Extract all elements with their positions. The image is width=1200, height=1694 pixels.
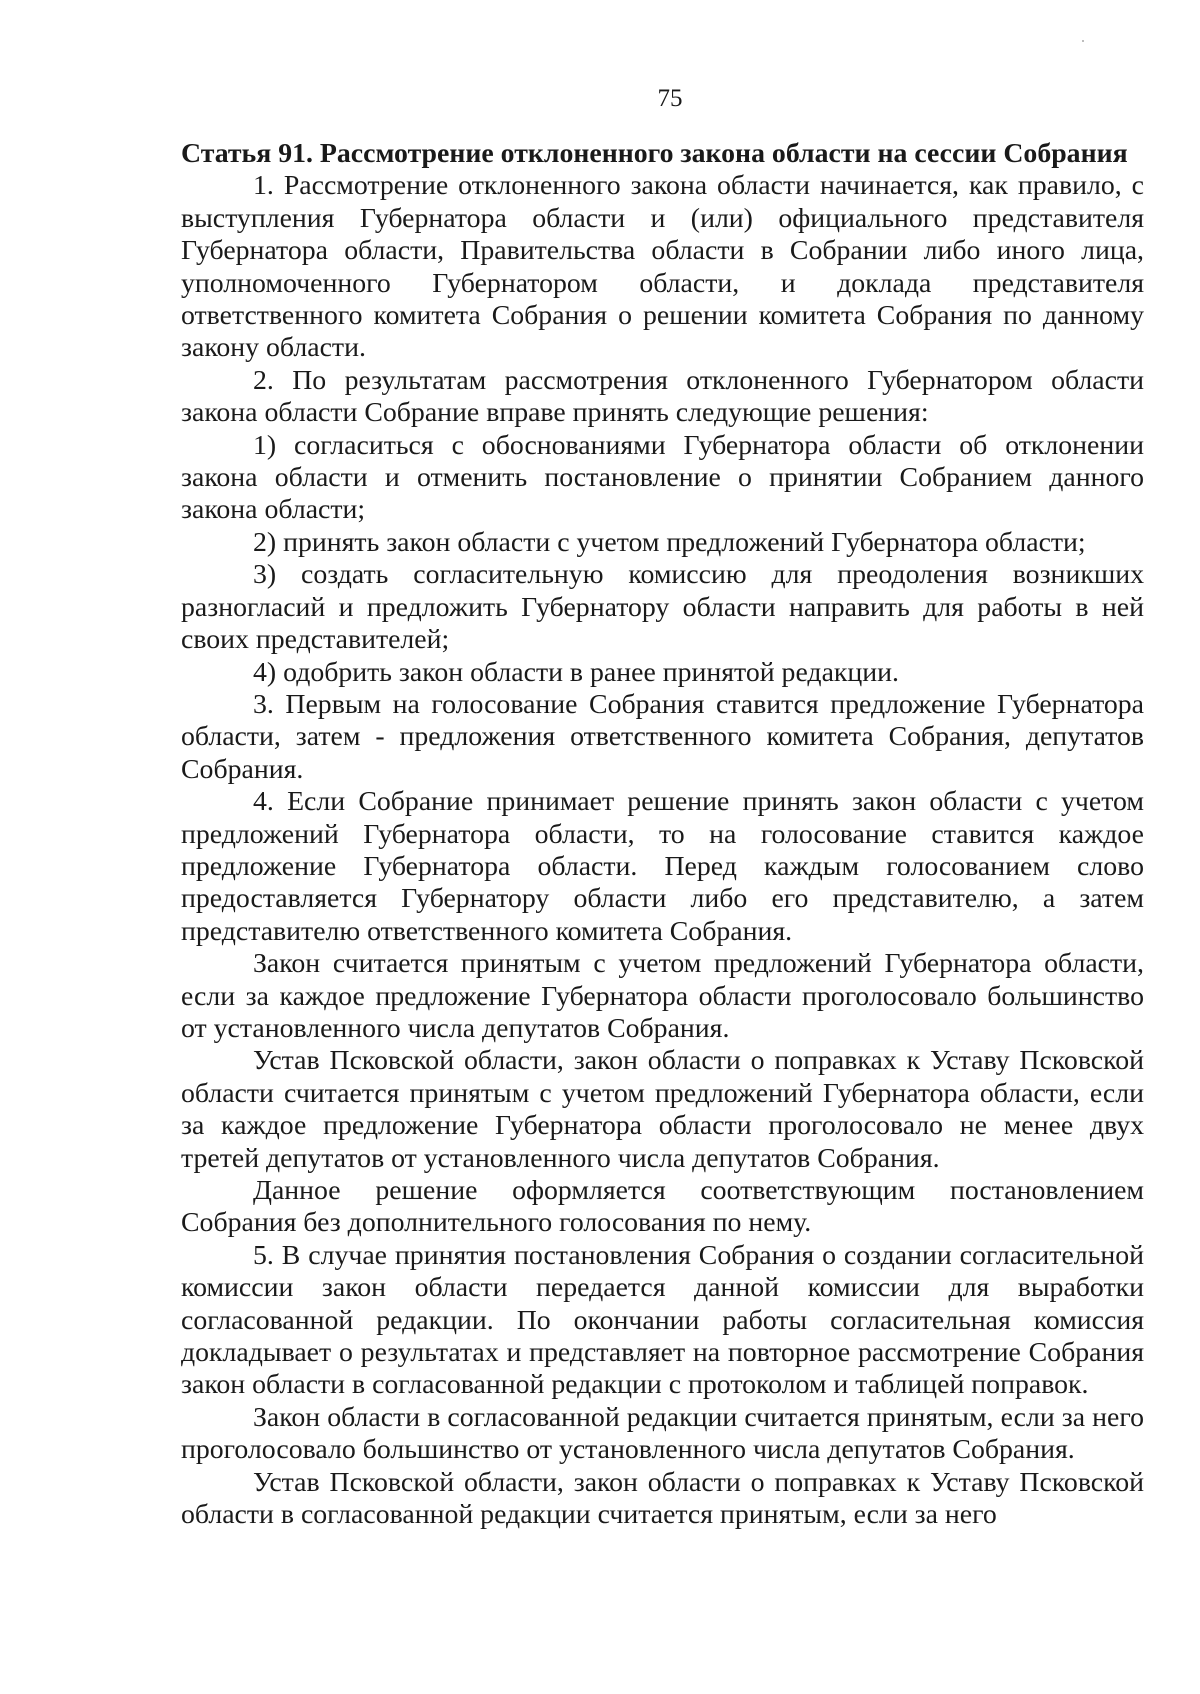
paragraph: 4. Если Собрание принимает решение принять закон области с учетом предложений Губернатора области, то на голосование ставится каждое предложение Губернатора области. Перед каждым голосованием слово предоставляется Губернатору области либо его представителю, а затем представителю ответственного комитета Собрания. — [181, 786, 1144, 947]
paragraph: Данное решение оформляется соответствующим постановлением Собрания без дополнительного голосования по нему. — [181, 1175, 1144, 1239]
scan-speck — [1082, 40, 1084, 42]
paragraph: Устав Псковской области, закон области о поправках к Уставу Псковской области в согласованной редакции считается принятым, если за него — [181, 1466, 1144, 1531]
list-item: 4) одобрить закон области в ранее принятой редакции. — [253, 656, 899, 688]
paragraph: 3. Первым на голосование Собрания ставится предложение Губернатора области, затем - предложения ответственного комитета Собрания, депутатов Собрания. — [181, 688, 1144, 785]
page-number: 75 — [657, 85, 683, 112]
paragraph: Закон области в согласованной редакции считается принятым, если за него проголосовало большинство от установленного числа депутатов Собрания. — [181, 1401, 1144, 1466]
paragraph: Закон считается принятым с учетом предложений Губернатора области, если за каждое предложение Губернатора области проголосовало большинство от установленного числа депутатов Собрания. — [181, 948, 1144, 1044]
paragraph: 5. В случае принятия постановления Собрания о создании согласительной комиссии закон области передается данной комиссии для выработки согласованной редакции. По окончании работы согласительная комиссия докладывает о результатах и представляет на повторное рассмотрение Собрания закон области в согласованной редакции с протоколом и таблицей поправок. — [181, 1239, 1144, 1401]
list-item: 2) принять закон области с учетом предложений Губернатора области; — [253, 526, 1086, 558]
document-body — [181, 138, 1144, 1531]
list-item: 3) создать согласительную комиссию для преодоления возникших разногласий и предложить Губернатору области направить для работы в ней своих представителей; — [181, 559, 1144, 656]
paragraph: 2. По результатам рассмотрения отклоненного Губернатором области закона области Собрание вправе принять следующие решения: — [181, 364, 1144, 429]
list-item: 1) согласиться с обоснованиями Губернатора области об отклонении закона области и отменить постановление о принятии Собранием данного закона области; — [181, 429, 1144, 526]
paragraph: Устав Псковской области, закон области о поправках к Уставу Псковской области считается принятым с учетом предложений Губернатора области, если за каждое предложение Губернатора области проголосовало не менее двух третей депутатов от установленного числа депутатов Собрания. — [181, 1045, 1144, 1174]
paragraph: 1. Рассмотрение отклоненного закона области начинается, как правило, с выступления Губернатора области и (или) официального представителя Губернатора области, Правительства области в Собрании либо иного лица, уполномоченного Губернатором области, и доклада представителя ответственного комитета Собрания о решении комитета Собрания по данному закону области. — [181, 170, 1144, 364]
article-heading: Статья 91. Рассмотрение отклоненного закона области на сессии Собрания — [181, 138, 1128, 169]
